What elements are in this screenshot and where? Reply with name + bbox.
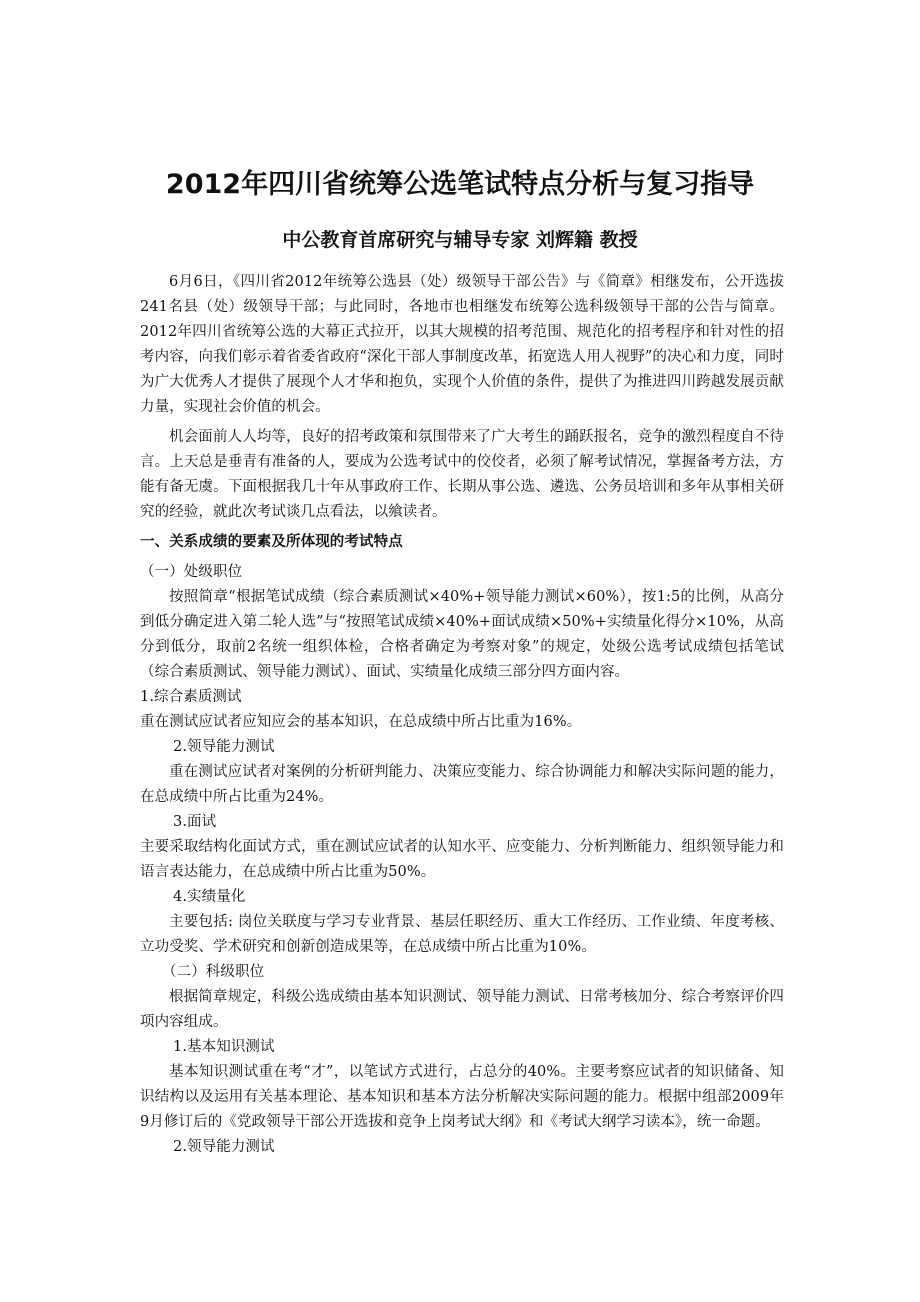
- paragraph: 机会面前人人均等，良好的招考政策和氛围带来了广大考生的踊跃报名，竞争的激烈程度自不待言。上天总是垂青有准备的人，要成为公选考试中的佼佼者，必须了解考试情况，掌握备考方法，方能有备无虞。下面根据我几十年从事政府工作、长期从事公选、遴选、公务员培训和多年从事相关研究的经验，就此次考试谈几点看法，以飨读者。: [140, 429, 784, 520]
- item-heading: 2.领导能力测试: [173, 739, 275, 755]
- section-heading: 一、关系成绩的要素及所体现的考试特点: [140, 534, 403, 550]
- paragraph: 6月6日，《四川省2012年统筹公选县（处）级领导干部公告》与《简章》相继发布，公开选拔241名县（处）级领导干部；与此同时，各地市也相继发布统筹公选科级领导干部的公告与简章。2012年四川省统筹公选的大幕正式拉开，以其大规模的招考范围、规范化的招考程序和针对性的招考内容，向我们彰示着省委省政府“深化干部人事制度改革，拓宽选人用人视野”的决心和力度，同时为广大优秀人才提供了展现个人才华和抱负，实现个人价值的条件，提供了为推进四川跨越发展贡献力量，实现社会价值的机会。: [140, 274, 784, 415]
- author-line: 中公教育首席研究与辅导专家 刘辉籍 教授: [282, 229, 638, 251]
- item-heading: 4.实绩量化: [173, 889, 246, 905]
- item-text: 基本知识测试重在考“才”，以笔试方式进行，占总分的40%。主要考察应试者的知识储备、知识结构以及运用有关基本理论、基本知识和基本方法分析解决实际问题的能力。根据中组部2009年9月修订后的《党政领导干部公开选拔和竞争上岗考试大纲》和《考试大纲学习读本》，统一命题。: [140, 1064, 784, 1130]
- item-text: 主要采取结构化面试方式，重在测试应试者的认知水平、应变能力、分析判断能力、组织领导能力和语言表达能力，在总成绩中所占比重为50%。: [140, 839, 784, 880]
- item-heading: 1.基本知识测试: [173, 1039, 275, 1055]
- item-heading: 3.面试: [173, 814, 217, 830]
- paragraph: 按照简章“根据笔试成绩（综合素质测试×40%+领导能力测试×60%），按1:5的比例，从高分到低分确定进入第二轮人选”与“按照笔试成绩×40%+面试成绩×50%+实绩量化得分×10%，从高分到低分，取前2名统一组织体检，合格者确定为考察对象”的规定，处级公选考试成绩包括笔试（综合素质测试、领导能力测试）、面试、实绩量化成绩三部分四方面内容。: [140, 589, 784, 680]
- item-heading: 1.综合素质测试: [140, 689, 242, 705]
- item-text: 主要包括: 岗位关联度与学习专业背景、基层任职经历、重大工作经历、工作业绩、年度考核、立功受奖、学术研究和创新创造成果等，在总成绩中所占比重为10%。: [140, 914, 784, 955]
- document-body: [140, 270, 784, 1160]
- item-heading: 2.领导能力测试: [173, 1139, 275, 1155]
- document-title: 2012年四川省统筹公选笔试特点分析与复习指导: [165, 169, 755, 200]
- subsection-heading: （一）处级职位: [140, 564, 243, 580]
- item-text: 重在测试应试者应知应会的基本知识，在总成绩中所占比重为16%。: [140, 714, 582, 730]
- item-text: 重在测试应试者对案例的分析研判能力、决策应变能力、综合协调能力和解决实际问题的能力，在总成绩中所占比重为24%。: [140, 764, 784, 805]
- subsection-heading: （二）科级职位: [162, 964, 265, 980]
- paragraph: 根据简章规定，科级公选成绩由基本知识测试、领导能力测试、日常考核加分、综合考察评价四项内容组成。: [140, 989, 784, 1030]
